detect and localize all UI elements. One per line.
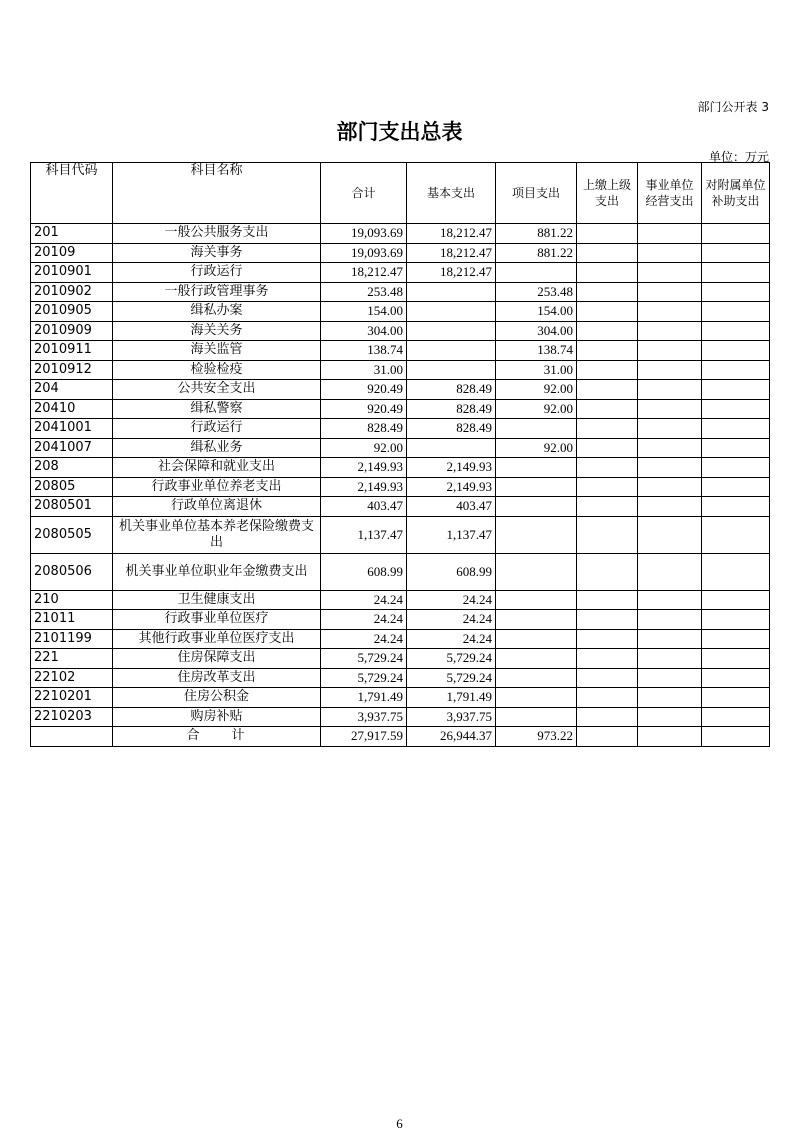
table-row (31, 341, 770, 361)
cell-name: 行政运行 (113, 263, 321, 283)
total-label: 合 计 (113, 727, 321, 747)
header-total: 合计 (321, 163, 407, 224)
cell-name: 缉私警察 (113, 399, 321, 419)
table-row (31, 610, 770, 630)
cell-total: 92.00 (321, 438, 407, 458)
cell-name: 海关事务 (113, 243, 321, 263)
page-title: 部门支出总表 (336, 119, 463, 144)
cell-code: 2010911 (31, 341, 113, 361)
cell-business (638, 477, 702, 497)
cell-name: 行政事业单位医疗 (113, 610, 321, 630)
cell-basic: 5,729.24 (407, 649, 496, 669)
cell-name: 公共安全支出 (113, 380, 321, 400)
total-subsidy (702, 727, 770, 747)
cell-business (638, 458, 702, 478)
cell-business (638, 419, 702, 439)
cell-upper (577, 590, 638, 610)
cell-code: 2010905 (31, 302, 113, 322)
cell-upper (577, 629, 638, 649)
cell-subsidy (702, 341, 770, 361)
cell-business (638, 263, 702, 283)
cell-total: 5,729.24 (321, 649, 407, 669)
cell-code: 221 (31, 649, 113, 669)
cell-upper (577, 497, 638, 517)
cell-upper (577, 263, 638, 283)
cell-basic: 828.49 (407, 380, 496, 400)
cell-project: 92.00 (496, 399, 577, 419)
cell-project (496, 458, 577, 478)
cell-business (638, 668, 702, 688)
cell-upper (577, 321, 638, 341)
cell-code: 204 (31, 380, 113, 400)
cell-project: 92.00 (496, 438, 577, 458)
cell-subsidy (702, 590, 770, 610)
cell-subsidy (702, 282, 770, 302)
cell-name: 海关监管 (113, 341, 321, 361)
cell-upper (577, 360, 638, 380)
cell-upper (577, 224, 638, 244)
cell-total: 253.48 (321, 282, 407, 302)
cell-business (638, 243, 702, 263)
header-basic: 基本支出 (407, 163, 496, 224)
cell-basic (407, 341, 496, 361)
table-row (31, 516, 770, 553)
cell-name: 住房公积金 (113, 688, 321, 708)
cell-total: 920.49 (321, 399, 407, 419)
cell-subsidy (702, 668, 770, 688)
cell-basic (407, 360, 496, 380)
cell-project: 31.00 (496, 360, 577, 380)
table-row (31, 321, 770, 341)
cell-upper (577, 302, 638, 322)
cell-name: 机关事业单位职业年金缴费支出 (113, 553, 321, 590)
header-subsidy: 对附属单位补助支出 (702, 163, 770, 224)
cell-upper (577, 668, 638, 688)
total-total: 27,917.59 (321, 727, 407, 747)
table-row (31, 458, 770, 478)
cell-basic: 2,149.93 (407, 477, 496, 497)
header-code: 科目代码 (31, 163, 113, 224)
cell-basic: 1,791.49 (407, 688, 496, 708)
cell-basic: 18,212.47 (407, 263, 496, 283)
unit-label: 单位：万元 (708, 150, 769, 164)
total-upper (577, 727, 638, 747)
cell-subsidy (702, 688, 770, 708)
total-basic: 26,944.37 (407, 727, 496, 747)
table-row (31, 590, 770, 610)
cell-project (496, 668, 577, 688)
cell-project (496, 516, 577, 553)
cell-business (638, 497, 702, 517)
total-row (31, 727, 770, 747)
cell-subsidy (702, 497, 770, 517)
cell-name: 海关关务 (113, 321, 321, 341)
cell-name: 行政事业单位养老支出 (113, 477, 321, 497)
cell-name: 住房保障支出 (113, 649, 321, 669)
cell-business (638, 302, 702, 322)
cell-project (496, 263, 577, 283)
cell-subsidy (702, 649, 770, 669)
cell-subsidy (702, 321, 770, 341)
cell-code: 208 (31, 458, 113, 478)
cell-name: 行政单位离退休 (113, 497, 321, 517)
cell-business (638, 553, 702, 590)
cell-total: 24.24 (321, 629, 407, 649)
cell-name: 卫生健康支出 (113, 590, 321, 610)
total-business (638, 727, 702, 747)
cell-project (496, 553, 577, 590)
cell-upper (577, 553, 638, 590)
cell-project (496, 497, 577, 517)
cell-business (638, 282, 702, 302)
cell-basic (407, 282, 496, 302)
cell-subsidy (702, 438, 770, 458)
table-row (31, 649, 770, 669)
cell-project (496, 419, 577, 439)
cell-subsidy (702, 707, 770, 727)
cell-basic: 24.24 (407, 610, 496, 630)
cell-basic: 18,212.47 (407, 224, 496, 244)
cell-subsidy (702, 516, 770, 553)
cell-name: 检验检疫 (113, 360, 321, 380)
table-body (31, 224, 770, 727)
header-business: 事业单位经营支出 (638, 163, 702, 224)
cell-upper (577, 516, 638, 553)
cell-upper (577, 458, 638, 478)
cell-subsidy (702, 458, 770, 478)
cell-name: 行政运行 (113, 419, 321, 439)
cell-code: 20109 (31, 243, 113, 263)
cell-upper (577, 419, 638, 439)
cell-total: 3,937.75 (321, 707, 407, 727)
cell-upper (577, 282, 638, 302)
cell-upper (577, 380, 638, 400)
cell-upper (577, 399, 638, 419)
cell-code: 2080501 (31, 497, 113, 517)
cell-upper (577, 477, 638, 497)
cell-code: 2010912 (31, 360, 113, 380)
expenditure-table (30, 162, 770, 747)
cell-basic: 403.47 (407, 497, 496, 517)
cell-total: 24.24 (321, 610, 407, 630)
cell-code: 2080506 (31, 553, 113, 590)
cell-code: 2041007 (31, 438, 113, 458)
table-row (31, 688, 770, 708)
cell-basic: 24.24 (407, 590, 496, 610)
doc-label: 部门公开表 3 (697, 100, 769, 114)
cell-upper (577, 341, 638, 361)
cell-project (496, 477, 577, 497)
cell-project (496, 629, 577, 649)
cell-basic (407, 302, 496, 322)
cell-upper (577, 649, 638, 669)
table-row (31, 360, 770, 380)
cell-code: 2080505 (31, 516, 113, 553)
cell-total: 24.24 (321, 590, 407, 610)
table-header-row (31, 163, 770, 224)
cell-code: 22102 (31, 668, 113, 688)
cell-total: 31.00 (321, 360, 407, 380)
cell-business (638, 610, 702, 630)
table-row (31, 263, 770, 283)
cell-total: 154.00 (321, 302, 407, 322)
cell-project: 138.74 (496, 341, 577, 361)
cell-code: 2010909 (31, 321, 113, 341)
cell-name: 一般公共服务支出 (113, 224, 321, 244)
cell-business (638, 360, 702, 380)
cell-project (496, 707, 577, 727)
cell-basic: 608.99 (407, 553, 496, 590)
cell-subsidy (702, 243, 770, 263)
table-row (31, 438, 770, 458)
header-name: 科目名称 (113, 163, 321, 224)
cell-basic: 5,729.24 (407, 668, 496, 688)
cell-subsidy (702, 399, 770, 419)
cell-subsidy (702, 419, 770, 439)
cell-project: 154.00 (496, 302, 577, 322)
cell-business (638, 341, 702, 361)
cell-business (638, 688, 702, 708)
cell-total: 138.74 (321, 341, 407, 361)
cell-code: 2101199 (31, 629, 113, 649)
cell-upper (577, 243, 638, 263)
cell-project: 304.00 (496, 321, 577, 341)
cell-upper (577, 610, 638, 630)
table-row (31, 419, 770, 439)
cell-project: 881.22 (496, 243, 577, 263)
cell-total: 2,149.93 (321, 477, 407, 497)
cell-business (638, 629, 702, 649)
cell-subsidy (702, 553, 770, 590)
total-project: 973.22 (496, 727, 577, 747)
cell-basic: 828.49 (407, 419, 496, 439)
cell-code: 2210201 (31, 688, 113, 708)
cell-project (496, 610, 577, 630)
cell-total: 828.49 (321, 419, 407, 439)
cell-basic: 3,937.75 (407, 707, 496, 727)
table-row (31, 707, 770, 727)
cell-upper (577, 438, 638, 458)
cell-code: 201 (31, 224, 113, 244)
cell-code: 20410 (31, 399, 113, 419)
cell-total: 5,729.24 (321, 668, 407, 688)
cell-subsidy (702, 629, 770, 649)
cell-total: 19,093.69 (321, 224, 407, 244)
cell-code: 2041001 (31, 419, 113, 439)
cell-project (496, 590, 577, 610)
table-row (31, 302, 770, 322)
table-row (31, 629, 770, 649)
cell-project (496, 688, 577, 708)
cell-business (638, 321, 702, 341)
cell-subsidy (702, 360, 770, 380)
cell-code: 2010902 (31, 282, 113, 302)
cell-total: 304.00 (321, 321, 407, 341)
cell-name: 其他行政事业单位医疗支出 (113, 629, 321, 649)
cell-total: 1,137.47 (321, 516, 407, 553)
cell-basic (407, 321, 496, 341)
table-row (31, 477, 770, 497)
cell-subsidy (702, 302, 770, 322)
cell-total: 18,212.47 (321, 263, 407, 283)
cell-total: 608.99 (321, 553, 407, 590)
cell-code: 2210203 (31, 707, 113, 727)
cell-business (638, 649, 702, 669)
cell-name: 一般行政管理事务 (113, 282, 321, 302)
cell-subsidy (702, 610, 770, 630)
cell-project (496, 649, 577, 669)
cell-name: 社会保障和就业支出 (113, 458, 321, 478)
cell-subsidy (702, 477, 770, 497)
cell-code: 2010901 (31, 263, 113, 283)
cell-business (638, 438, 702, 458)
cell-business (638, 380, 702, 400)
cell-business (638, 399, 702, 419)
cell-name: 住房改革支出 (113, 668, 321, 688)
cell-name: 缉私业务 (113, 438, 321, 458)
table-row (31, 553, 770, 590)
table-row (31, 224, 770, 244)
table-row (31, 668, 770, 688)
cell-business (638, 707, 702, 727)
cell-basic: 18,212.47 (407, 243, 496, 263)
cell-subsidy (702, 263, 770, 283)
cell-name: 购房补贴 (113, 707, 321, 727)
cell-basic (407, 438, 496, 458)
cell-subsidy (702, 224, 770, 244)
table-row (31, 380, 770, 400)
table-row (31, 399, 770, 419)
cell-project: 92.00 (496, 380, 577, 400)
header-project: 项目支出 (496, 163, 577, 224)
cell-project: 253.48 (496, 282, 577, 302)
cell-code: 210 (31, 590, 113, 610)
cell-total: 920.49 (321, 380, 407, 400)
cell-subsidy (702, 380, 770, 400)
cell-total: 1,791.49 (321, 688, 407, 708)
cell-total: 2,149.93 (321, 458, 407, 478)
header-upper: 上缴上级支出 (577, 163, 638, 224)
cell-basic: 2,149.93 (407, 458, 496, 478)
table-row (31, 243, 770, 263)
cell-total: 19,093.69 (321, 243, 407, 263)
cell-business (638, 224, 702, 244)
cell-basic: 828.49 (407, 399, 496, 419)
table-row (31, 282, 770, 302)
cell-code: 20805 (31, 477, 113, 497)
cell-upper (577, 688, 638, 708)
cell-basic: 1,137.47 (407, 516, 496, 553)
table-row (31, 497, 770, 517)
cell-name: 机关事业单位基本养老保险缴费支出 (113, 516, 321, 553)
total-code (31, 727, 113, 747)
cell-upper (577, 707, 638, 727)
cell-business (638, 590, 702, 610)
cell-total: 403.47 (321, 497, 407, 517)
cell-business (638, 516, 702, 553)
cell-name: 缉私办案 (113, 302, 321, 322)
cell-project: 881.22 (496, 224, 577, 244)
cell-basic: 24.24 (407, 629, 496, 649)
page-number: 6 (396, 1116, 403, 1131)
cell-code: 21011 (31, 610, 113, 630)
